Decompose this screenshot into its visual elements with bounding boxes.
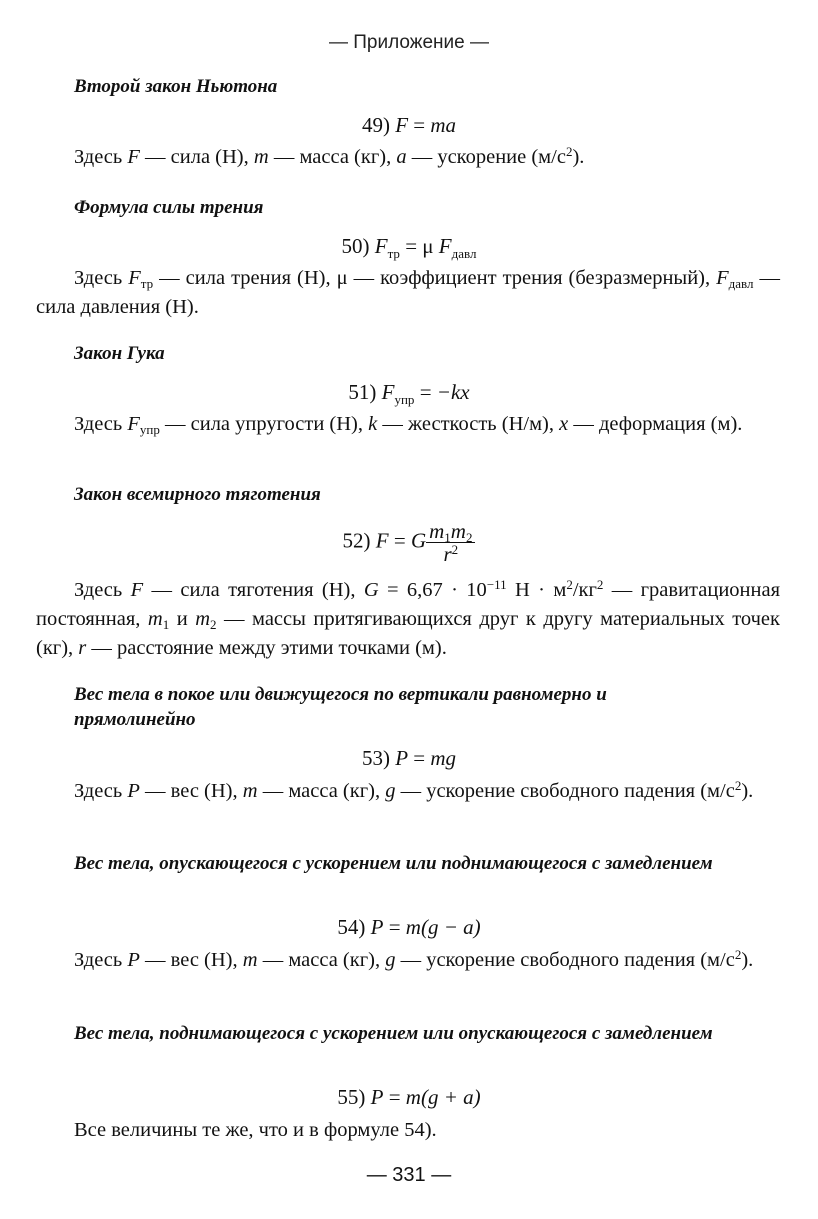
- formula-50: 50) $F_{тр} = \mu$ $F_{давл}$: [341, 234, 477, 261]
- description-50: Здесь $F_{тр}$ — сила трения (Н), μ — коэффициент трения (безразмерный), $F_{давл}$ — сила давления (Н).: [36, 267, 781, 318]
- section-heading-hooke: Закон Гука: [74, 343, 165, 364]
- page-number: — 331 —: [366, 1164, 452, 1186]
- formula-49: 49) F = ma: [361, 113, 457, 137]
- section-heading-newton-second-law: Второй закон Ньютона: [74, 76, 278, 97]
- running-header: — Приложение —: [329, 32, 489, 53]
- section-heading-friction: Формула силы трения: [74, 197, 264, 218]
- gravitation-fraction: $\frac{m_1m_2}{r^2}$: [426, 520, 475, 565]
- description-52: Здесь F — сила тяготения (Н), $G = 6,67 \cdot 10^{-11}$ $Н \cdot м^2/кг^2$ — гравитационная постоянная, $m_1$ и $m_2$ — массы притягивающихся друг к другу материальных точек (кг), r — расстояние между этими точками (м).: [36, 577, 781, 659]
- section-heading-weight-rest: Вес тела в покое или движущегося по вертикали равномерно и прямолинейно: [74, 684, 607, 730]
- section-heading-weight-down-accel: Вес тела, опускающегося с ускорением или поднимающегося с замедлением: [74, 853, 713, 874]
- formula-55: 55) P = m(g + a): [337, 1085, 481, 1109]
- description-55: Все величины те же, что и в формуле 54).: [74, 1119, 437, 1141]
- formula-52: 52) F = G $\frac{m_1m_2}{r^2}$: [0, 520, 818, 565]
- description-49: Здесь F — сила (Н), m — масса (кг), a — ускорение $(м/с^2)$.: [74, 144, 585, 168]
- section-heading-gravitation: Закон всемирного тяготения: [74, 484, 321, 505]
- description-54: Здесь P — вес (Н), m — масса (кг), g — ускорение свободного падения $(м/с^2)$.: [74, 947, 754, 971]
- formula-53: 53) P = mg: [361, 746, 457, 770]
- description-53: Здесь P — вес (Н), m — масса (кг), g — ускорение свободного падения $(м/с^2)$.: [74, 778, 754, 802]
- formula-51: 51) $F_{упр} = -kx$: [348, 380, 470, 407]
- formula-54: 54) P = m(g − a): [337, 915, 481, 939]
- section-heading-weight-up-accel: Вес тела, поднимающегося с ускорением или опускающегося с замедлением: [74, 1023, 713, 1044]
- description-51: Здесь $F_{упр}$ — сила упругости (Н), k — жесткость (Н/м), x — деформация (м).: [74, 413, 743, 437]
